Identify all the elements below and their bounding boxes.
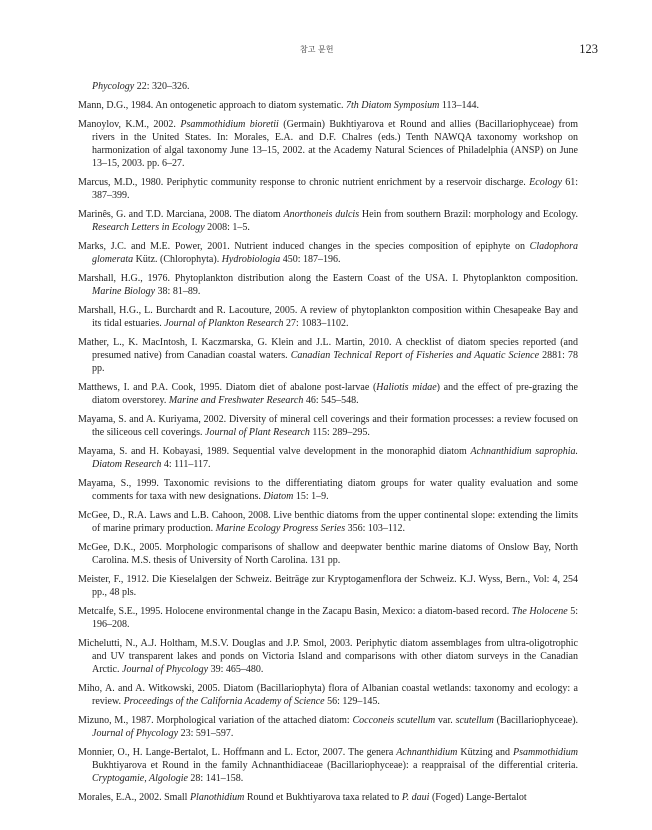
reference-text: Marcus, M.D., 1980. Periphytic community response to chronic nutrient enrichment by a reservoir discharge.	[78, 177, 530, 188]
reference-entry	[78, 541, 578, 567]
reference-text: 56: 129–145.	[324, 696, 380, 707]
reference-entry	[78, 573, 578, 599]
reference-entry	[78, 605, 578, 631]
reference-text: 115: 289–295.	[309, 427, 370, 438]
reference-italic-text: Psammothidium bioretii	[180, 119, 279, 130]
reference-text: Marks, J.C. and M.E. Power, 2001. Nutrient induced changes in the species composition of epiphyte on	[78, 241, 530, 252]
reference-italic-text: Psammothidium	[513, 747, 578, 758]
reference-text: Matthews, I. and P.A. Cook, 1995. Diatom diet of abalone post-larvae (	[78, 382, 377, 393]
reference-entry	[78, 272, 578, 298]
reference-text: 23: 591–597.	[178, 728, 234, 739]
reference-text: var.	[435, 715, 456, 726]
reference-text: Michelutti, N., A.J. Holtham, M.S.V. Douglas and J.P. Smol, 2003. Periphytic diatom assemblages from ultra-oligotrophic and UV transparent lakes and ponds on Victoria Island and comparisons with other diatom surveys in the Canadian Arctic.	[78, 638, 578, 675]
reference-italic-text: Marine Ecology Progress Series	[215, 523, 346, 534]
reference-entry	[78, 176, 578, 202]
reference-italic-text: scutellum	[455, 715, 494, 726]
reference-italic-text: Journal of Plankton Research	[164, 318, 284, 329]
reference-text: (Germain) Bukhtiyarova et Round and allies (Bacillariophyceae) from rivers in the United States. In: Morales, E.A. and D.F. Chalres (eds.) Tenth NAWQA taxonomy workshop on harmonization of algal taxonomy June 13–15, 2002. at the Academy Natural Sciences of Philadelphia (ANSP) on June 13–15, 2003. pp. 6–27.	[92, 119, 578, 169]
reference-text: Mayama, S. and H. Kobayasi, 1989. Sequential valve development in the monoraphid diatom	[78, 446, 471, 457]
reference-italic-text: Cladophora glomerata	[92, 241, 578, 265]
reference-text: 38: 81–89.	[155, 286, 201, 297]
reference-italic-text: Journal of Phycology	[122, 664, 209, 675]
reference-entry	[78, 445, 578, 471]
reference-text: 39: 465–480.	[208, 664, 264, 675]
reference-text: 356: 103–112.	[345, 523, 406, 534]
reference-entry	[78, 240, 578, 266]
reference-italic-text: Haliotis midae	[376, 382, 437, 393]
reference-entry	[78, 304, 578, 330]
reference-text: (Foged) Lange-Bertalot	[429, 792, 527, 803]
reference-italic-text: Achnanthidium	[396, 747, 458, 758]
reference-entry	[78, 637, 578, 676]
reference-text: Mayama, S., 1999. Taxonomic revisions to the differentiating diatom groups for water quality evaluation and some comments for taxa with new designations.	[78, 478, 578, 502]
reference-italic-text: Marine Biology	[92, 286, 156, 297]
running-title: 참고 문헌	[300, 45, 334, 54]
reference-text: Metcalfe, S.E., 1995. Holocene environmental change in the Zacapu Basin, Mexico: a diatom-based record.	[78, 606, 512, 617]
reference-text: Kütz. (Chlorophyta).	[133, 254, 222, 265]
reference-italic-text: Anorthoneis dulcis	[283, 209, 360, 220]
reference-italic-text: Canadian Technical Report of Fisheries and Aquatic Science	[290, 350, 540, 361]
reference-italic-text: Proceedings of the California Academy of Science	[123, 696, 325, 707]
reference-text: 27: 1083–1102.	[283, 318, 349, 329]
reference-italic-text: P. daui	[401, 792, 430, 803]
reference-entry	[78, 477, 578, 503]
reference-italic-text: The Holocene	[511, 606, 568, 617]
reference-text: Round et Bukhtiyarova taxa related to	[244, 792, 402, 803]
reference-italic-text: Achnanthidium saprophia. Diatom Research	[92, 446, 579, 470]
reference-entry	[78, 509, 578, 535]
reference-text: 113–144.	[439, 100, 479, 111]
reference-text: Kützing and	[457, 747, 513, 758]
reference-text: Mayama, S. and A. Kuriyama, 2002. Diversity of mineral cell coverings and their formation processes: a review focused on the siliceous cell coverings.	[78, 414, 578, 438]
reference-text: Bukhtiyarova et Round in the family Achnanthidiaceae (Bacillariophyceae): a reappraisal of the differential criteria.	[92, 760, 578, 771]
reference-italic-text: Diatom	[263, 491, 294, 502]
reference-text: 450: 187–196.	[280, 254, 341, 265]
page-number: 123	[579, 42, 598, 56]
reference-text: Mizuno, M., 1987. Morphological variation of the attached diatom:	[78, 715, 353, 726]
reference-text: Mather, L., K. MacIntosh, I. Kaczmarska, G. Klein and J.L. Martin, 2010. A checklist of diatom species reported (and presumed native) from Canadian coastal waters.	[78, 337, 578, 361]
reference-italic-text: Ecology	[529, 177, 562, 188]
reference-entry	[78, 80, 578, 93]
reference-italic-text: Cryptogamie, Algologie	[92, 773, 188, 784]
reference-entry	[78, 99, 578, 112]
reference-text: (Bacillariophyceae).	[493, 715, 579, 726]
reference-text: 2008: 1–5.	[204, 222, 250, 233]
reference-text: ) and the effect of pre-grazing the diatom overstorey.	[92, 382, 578, 406]
reference-text: McGee, D., R.A. Laws and L.B. Cahoon, 2008. Live benthic diatoms from the upper continental slope: extending the limits of marine primary production.	[78, 510, 578, 534]
reference-entry	[78, 413, 578, 439]
reference-text: 46: 545–548.	[303, 395, 359, 406]
reference-text: Monnier, O., H. Lange-Bertalot, L. Hoffmann and L. Ector, 2007. The genera	[78, 747, 397, 758]
reference-text: 22: 320–326.	[134, 81, 190, 92]
reference-italic-text: Research Letters in Ecology	[92, 222, 205, 233]
reference-text: 15: 1–9.	[293, 491, 329, 502]
reference-italic-text: Planothidium	[189, 792, 245, 803]
reference-text: 5: 196–208.	[92, 606, 578, 630]
reference-entry	[78, 336, 578, 375]
reference-italic-text: Cocconeis scutellum	[352, 715, 436, 726]
reference-entry	[78, 682, 578, 708]
reference-text: Marshall, H.G., L. Burchardt and R. Lacouture, 2005. A review of phytoplankton composition within Chesapeake Bay and its tidal estuaries.	[78, 305, 578, 329]
reference-entry	[78, 746, 578, 785]
reference-entry	[78, 791, 578, 804]
reference-text: Meister, F., 1912. Die Kieselalgen der Schweiz. Beiträge zur Kryptogamenflora der Schweiz. K.J. Wyss, Bern., Vol: 4, 254 pp., 48 pls.	[78, 574, 578, 598]
reference-italic-text: 7th Diatom Symposium	[346, 100, 440, 111]
reference-text: Miho, A. and A. Witkowski, 2005. Diatom (Bacillariophyta) flora of Albanian coastal wetlands: taxonomy and ecology: a review.	[78, 683, 578, 707]
reference-italic-text: Marine and Freshwater Research	[168, 395, 304, 406]
reference-text: 2881: 78 pp.	[92, 350, 578, 374]
reference-italic-text: Journal of Plant Research	[205, 427, 310, 438]
reference-italic-text: Phycology	[92, 81, 135, 92]
reference-text: Mann, D.G., 1984. An ontogenetic approach to diatom systematic.	[78, 100, 347, 111]
reference-entry	[78, 714, 578, 740]
reference-text: Morales, E.A., 2002. Small	[78, 792, 190, 803]
reference-list	[78, 80, 578, 810]
reference-entry	[78, 208, 578, 234]
reference-entry	[78, 381, 578, 407]
reference-text: 61: 387–399.	[92, 177, 579, 201]
page-header	[0, 42, 652, 58]
reference-text: Marshall, H.G., 1976. Phytoplankton distribution along the Eastern Coast of the USA. I. Phytoplankton composition.	[78, 273, 578, 284]
reference-italic-text: Journal of Phycology	[92, 728, 179, 739]
reference-text: 4: 111–117.	[161, 459, 211, 470]
reference-italic-text: Hydrobiologia	[221, 254, 281, 265]
reference-text: Manoylov, K.M., 2002.	[78, 119, 181, 130]
reference-text: Marinês, G. and T.D. Marciana, 2008. The diatom	[78, 209, 284, 220]
reference-text: Hein from southern Brazil: morphology and Ecology.	[359, 209, 579, 220]
reference-entry	[78, 118, 578, 170]
reference-text: 28: 141–158.	[187, 773, 244, 784]
reference-text: McGee, D.K., 2005. Morphologic comparisons of shallow and deepwater benthic marine diatoms of Onslow Bay, North Carolina. M.S. thesis of University of North Carolina. 131 pp.	[78, 542, 578, 566]
